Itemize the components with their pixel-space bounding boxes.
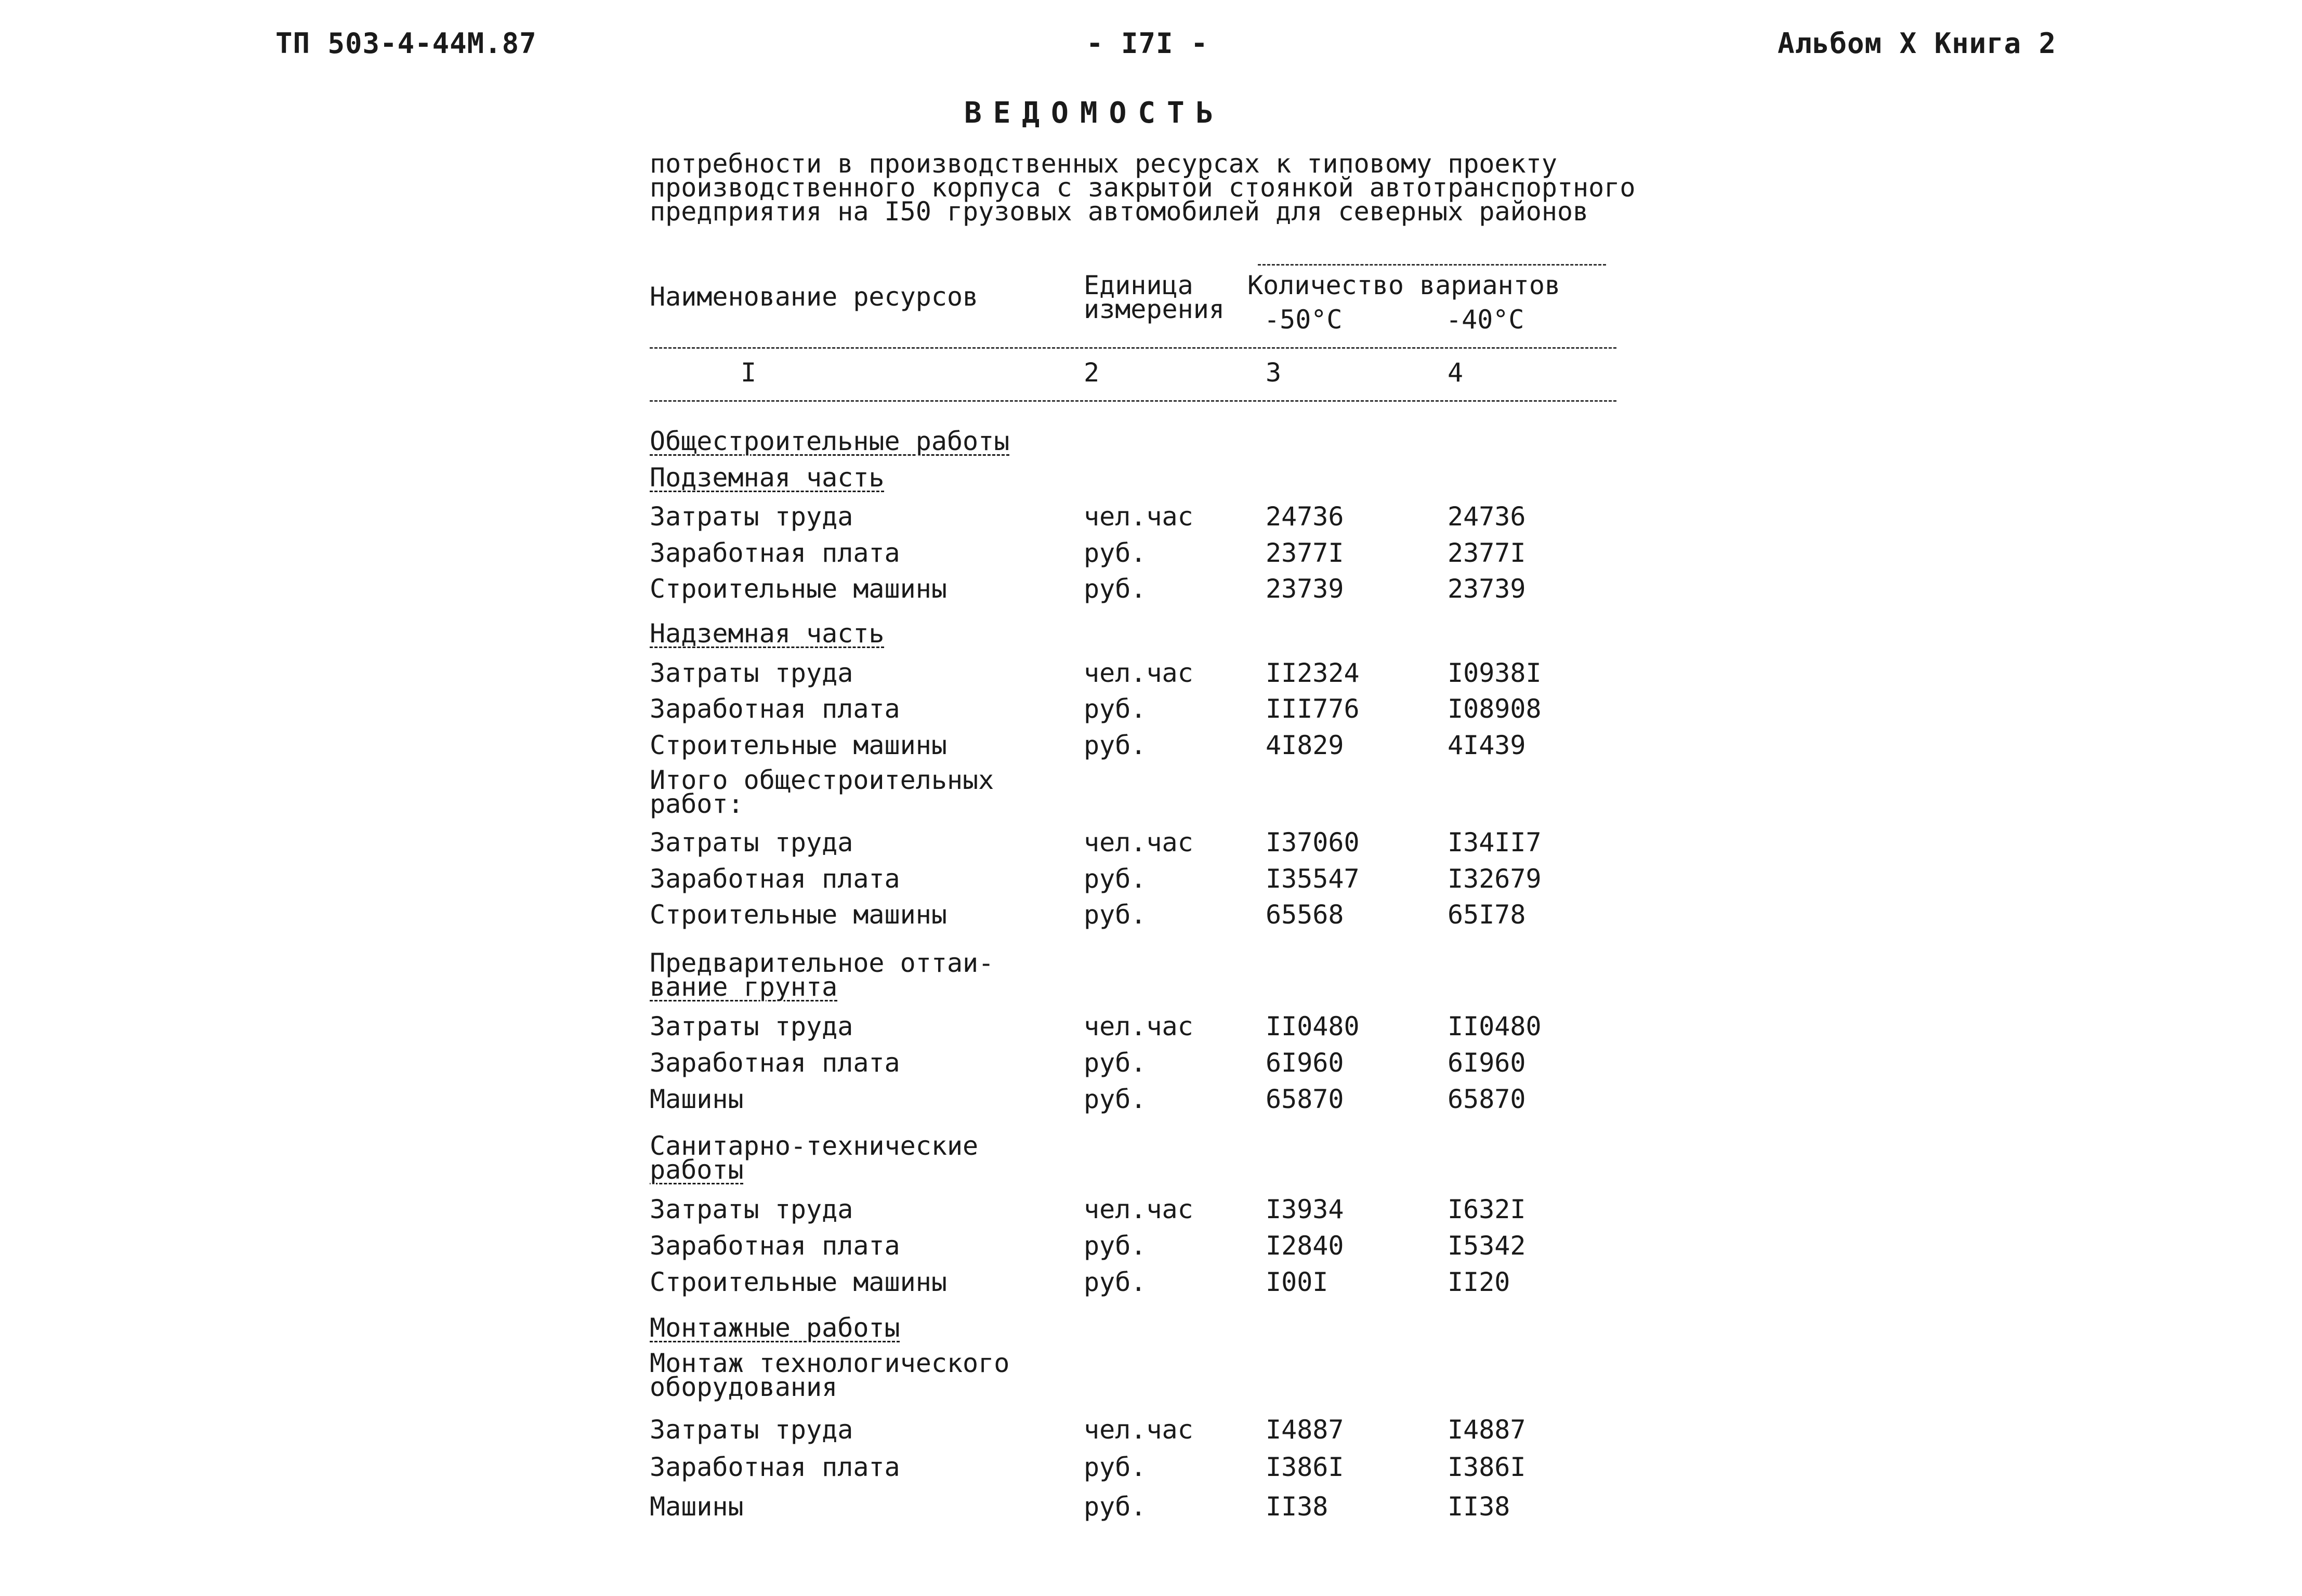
value-minus40: II20: [1448, 1267, 1510, 1297]
value-minus40: I386I: [1448, 1452, 1526, 1482]
resource-name: Затраты труда: [650, 1415, 853, 1445]
page-subtitle: [650, 149, 1689, 227]
column-header-minus40: -40°C: [1446, 305, 1524, 335]
resource-unit: руб.: [1084, 864, 1147, 894]
resource-name: Строительные машины: [650, 900, 947, 930]
resource-name: Строительные машины: [650, 1267, 947, 1297]
resource-name: Заработная плата: [650, 538, 900, 568]
resource-unit: чел.час: [1084, 658, 1193, 688]
subsection-heading: [650, 618, 885, 649]
subsection-heading-line: оборудования: [650, 1372, 838, 1402]
header-rule-top: [1258, 264, 1606, 266]
unit-header-line: Единица: [1084, 270, 1193, 300]
table-row: [650, 574, 1637, 610]
value-minus50: III776: [1266, 694, 1360, 724]
section-heading: [650, 426, 1010, 456]
total-heading-line: Итого общестроительных: [650, 765, 994, 795]
column-number: 2: [1084, 358, 1100, 388]
resource-unit: руб.: [1084, 1452, 1147, 1482]
value-minus50: I2840: [1266, 1231, 1344, 1261]
subsection-heading-line: Монтаж технологического: [650, 1348, 1010, 1378]
value-minus40: 65I78: [1448, 900, 1526, 930]
table-row: [650, 900, 1637, 936]
value-minus50: 4I829: [1266, 730, 1344, 760]
section-heading: [650, 948, 994, 1002]
resource-name: Заработная плата: [650, 1048, 900, 1078]
value-minus40: 65870: [1448, 1084, 1526, 1114]
value-minus50: I386I: [1266, 1452, 1344, 1482]
value-minus40: I4887: [1448, 1415, 1526, 1445]
resource-unit: руб.: [1084, 1492, 1147, 1522]
value-minus40: I34II7: [1448, 827, 1542, 858]
table-row: [650, 658, 1637, 694]
value-minus40: 23739: [1448, 574, 1526, 604]
page-title: ВЕДОМОСТЬ: [964, 96, 1225, 130]
value-minus50: II38: [1266, 1492, 1328, 1522]
resource-name: Машины: [650, 1084, 744, 1114]
table-row: [650, 1492, 1637, 1528]
table-row: [650, 1231, 1637, 1267]
section-heading-line: работы: [650, 1155, 744, 1185]
section-heading-line: вание грунта: [650, 972, 838, 1002]
resource-unit: руб.: [1084, 1084, 1147, 1114]
value-minus40: II0480: [1448, 1011, 1542, 1041]
section-heading: [650, 1313, 900, 1343]
table-row: [650, 1267, 1637, 1303]
subsection-heading: [650, 1348, 1010, 1402]
table-row: [650, 502, 1637, 538]
value-minus40: I08908: [1448, 694, 1542, 724]
resource-unit: чел.час: [1084, 502, 1193, 532]
resource-unit: руб.: [1084, 900, 1147, 930]
resource-unit: руб.: [1084, 1048, 1147, 1078]
value-minus40: 24736: [1448, 502, 1526, 532]
section-heading-line: Предварительное оттаи-: [650, 948, 994, 978]
value-minus40: 2377I: [1448, 538, 1526, 568]
value-minus50: I4887: [1266, 1415, 1344, 1445]
header-rule-mid: [650, 347, 1616, 349]
value-minus50: 65568: [1266, 900, 1344, 930]
value-minus50: 23739: [1266, 574, 1344, 604]
value-minus40: I5342: [1448, 1231, 1526, 1261]
table-row: [650, 827, 1637, 864]
section-heading: [650, 1131, 979, 1185]
document-code: ТП 503-4-44М.87: [275, 27, 537, 60]
value-minus40: II38: [1448, 1492, 1510, 1522]
resource-name: Затраты труда: [650, 1194, 853, 1224]
table-row: [650, 538, 1637, 574]
value-minus50: II2324: [1266, 658, 1360, 688]
table-row: [650, 1452, 1637, 1488]
column-header-resource: Наименование ресурсов: [650, 282, 979, 312]
resource-name: Строительные машины: [650, 730, 947, 760]
table-row: [650, 730, 1637, 767]
value-minus50: 2377I: [1266, 538, 1344, 568]
section-heading-text: Монтажные работы: [650, 1313, 900, 1343]
value-minus50: 6I960: [1266, 1048, 1344, 1078]
subsection-heading-text: Надземная часть: [650, 618, 885, 649]
header-rule-bottom: [650, 400, 1616, 402]
value-minus50: 24736: [1266, 502, 1344, 532]
resource-name: Заработная плата: [650, 864, 900, 894]
value-minus50: I3934: [1266, 1194, 1344, 1224]
table-row: [650, 1194, 1637, 1231]
table-row: [650, 1084, 1637, 1120]
value-minus40: I0938I: [1448, 658, 1542, 688]
section-heading-line: Санитарно-технические: [650, 1131, 979, 1161]
resource-unit: руб.: [1084, 694, 1147, 724]
table-row: [650, 1011, 1637, 1048]
resource-name: Заработная плата: [650, 694, 900, 724]
column-number: 4: [1448, 358, 1464, 388]
value-minus50: I37060: [1266, 827, 1360, 858]
resource-unit: руб.: [1084, 730, 1147, 760]
resource-unit: руб.: [1084, 1267, 1147, 1297]
value-minus40: 4I439: [1448, 730, 1526, 760]
value-minus40: I632I: [1448, 1194, 1526, 1224]
resource-unit: чел.час: [1084, 1415, 1193, 1445]
total-heading-line: работ:: [650, 789, 744, 819]
value-minus50: 65870: [1266, 1084, 1344, 1114]
resource-unit: чел.час: [1084, 1011, 1193, 1041]
album-book-label: Альбом X Книга 2: [1778, 27, 2057, 60]
subsection-heading: [650, 463, 885, 493]
resource-unit: руб.: [1084, 538, 1147, 568]
resource-name: Заработная плата: [650, 1231, 900, 1261]
resource-name: Строительные машины: [650, 574, 947, 604]
subtitle-line: потребности в производственных ресурсах к типовому проекту: [650, 149, 1557, 179]
resource-name: Заработная плата: [650, 1452, 900, 1482]
table-row: [650, 1048, 1637, 1084]
resource-unit: чел.час: [1084, 827, 1193, 858]
subtitle-line: предприятия на I50 грузовых автомобилей для северных районов: [650, 196, 1589, 227]
resource-unit: руб.: [1084, 574, 1147, 604]
subsection-heading-text: Подземная часть: [650, 463, 885, 493]
value-minus40: 6I960: [1448, 1048, 1526, 1078]
value-minus50: I35547: [1266, 864, 1360, 894]
total-heading: [650, 765, 994, 819]
column-header-minus50: -50°C: [1264, 305, 1343, 335]
table-row: [650, 694, 1637, 730]
resource-unit: чел.час: [1084, 1194, 1193, 1224]
resource-unit: руб.: [1084, 1231, 1147, 1261]
value-minus50: I00I: [1266, 1267, 1328, 1297]
unit-header-line: измерения: [1084, 294, 1225, 324]
resource-name: Затраты труда: [650, 1011, 853, 1041]
resource-name: Машины: [650, 1492, 744, 1522]
value-minus50: II0480: [1266, 1011, 1360, 1041]
table-row: [650, 1415, 1637, 1451]
value-minus40: I32679: [1448, 864, 1542, 894]
column-number: 3: [1266, 358, 1282, 388]
column-number: I: [741, 358, 757, 388]
resource-name: Затраты труда: [650, 827, 853, 858]
column-header-unit: [1084, 270, 1225, 324]
resource-name: Затраты труда: [650, 658, 853, 688]
section-heading-text: Общестроительные работы: [650, 426, 1010, 456]
table-row: [650, 864, 1637, 900]
subtitle-line: производственного корпуса с закрытой стоянкой автотранспортного: [650, 173, 1636, 203]
resource-name: Затраты труда: [650, 502, 853, 532]
page-number: - I7I -: [1086, 27, 1208, 60]
column-header-quantity: Количество вариантов: [1247, 270, 1561, 300]
